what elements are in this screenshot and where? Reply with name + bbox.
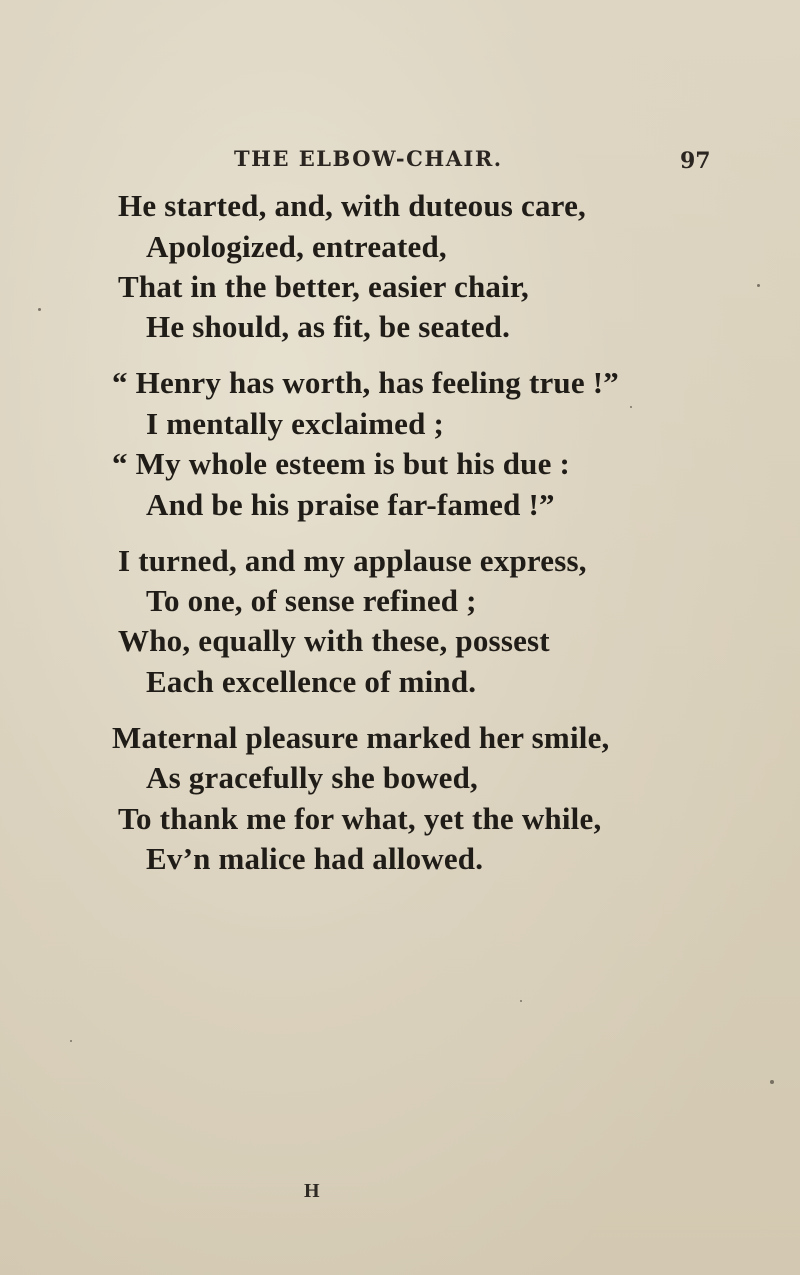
poem-line: And be his praise far-famed !” — [146, 487, 555, 522]
speck — [770, 1080, 774, 1084]
poem-line: Maternal pleasure marked her smile, — [112, 720, 610, 755]
poem-line: “ Henry has worth, has feeling true !” — [112, 365, 620, 400]
poem-line: “ My whole esteem is but his due : — [112, 446, 571, 481]
signature-mark: H — [304, 1180, 320, 1202]
poem-line: He started, and, with duteous care, — [118, 188, 586, 223]
poem-line: He should, as fit, be seated. — [146, 309, 511, 344]
running-title: THE ELBOW-CHAIR. — [234, 146, 503, 171]
poem-line: Each excellence of mind. — [146, 664, 477, 699]
poem-line: Apologized, entreated, — [146, 229, 447, 264]
poem-line: I mentally exclaimed ; — [146, 406, 444, 441]
speck — [757, 284, 760, 287]
poem-line: Ev’n malice had allowed. — [146, 841, 484, 876]
poem-line: As gracefully she bowed, — [146, 760, 479, 795]
speck — [70, 1040, 72, 1042]
poem-line: To thank me for what, yet the while, — [118, 801, 602, 836]
speck — [38, 308, 41, 311]
speck — [520, 1000, 522, 1002]
poem-line: I turned, and my applause express, — [118, 543, 587, 578]
speck — [630, 406, 632, 408]
poem-line: That in the better, easier chair, — [118, 269, 530, 304]
poem-line: Who, equally with these, possest — [118, 623, 550, 658]
poem-line: To one, of sense refined ; — [146, 583, 477, 618]
page-number: 97 — [680, 148, 711, 174]
